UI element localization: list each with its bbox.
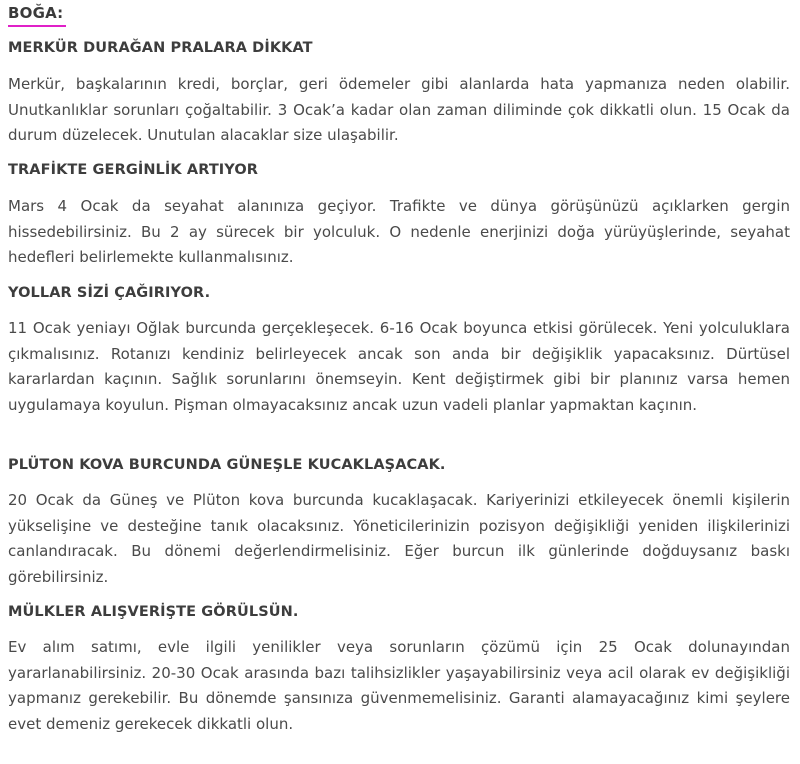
sign-title-underline xyxy=(8,25,66,27)
section-heading: PLÜTON KOVA BURCUNDA GÜNEŞLE KUCAKLAŞACAK. xyxy=(8,457,446,473)
section-paragraph: 20 Ocak da Güneş ve Plüton kova burcunda kucaklaşacak. Kariyerinizi etkileyecek önemli kişilerin yükselişine ve desteğine tanık olacaksınız. Yöneticilerinizin pozisyon değişikliği yeniden ilişkilerinizi canlandıracak. Bu dönemi değerlendirmelisiniz. Eğer burcun ilk günlerinde doğduysanız baskı görebilirsiniz. xyxy=(8,491,790,586)
sign-title: BOĞA: xyxy=(8,4,64,22)
section-paragraph: Mars 4 Ocak da seyahat alanınıza geçiyor. Trafikte ve dünya görüşünüzü açıklarken gergin hissedebilirsiniz. Bu 2 ay sürecek bir yolculuk. O nedenle enerjinizi doğa yürüyüşlerinde, seyahat hedefleri belirlemekte kullanmalısınız. xyxy=(8,197,790,266)
section-heading: MERKÜR DURAĞAN PRALARA DİKKAT xyxy=(8,40,313,56)
section-heading: MÜLKLER ALIŞVERİŞTE GÖRÜLSÜN. xyxy=(8,604,299,620)
section-paragraph: Ev alım satımı, evle ilgili yenilikler veya sorunların çözümü için 25 Ocak dolunayından yararlanabilirsiniz. 20-30 Ocak arasında bazı talihsizlikler yaşayabilirsiniz veya acil olarak ev değişikliği yapmanız gerekebilir. Bu dönemde şansınıza güvenmemelisiniz. Garanti alamayacağınız kimi şeylere evet demeniz gerekecek dikkatli olun. xyxy=(8,638,790,733)
section-heading: YOLLAR SİZİ ÇAĞIRIYOR. xyxy=(8,285,211,301)
section-paragraph: 11 Ocak yeniayı Oğlak burcunda gerçekleşecek. 6-16 Ocak boyunca etkisi görülecek. Yeni yolculuklara çıkmalısınız. Rotanızı kendiniz belirleyecek ancak son anda bir değişiklik yapacaksınız. Dürtüsel kararlardan kaçının. Sağlık sorunlarını önemseyin. Kent değiştirmek gibi bir planınız varsa hemen uygulamaya koyulun. Pişman olmayacaksınız ancak uzun vadeli planlar yapmaktan kaçının. xyxy=(8,319,790,414)
section-paragraph: Merkür, başkalarının kredi, borçlar, geri ödemeler gibi alanlarda hata yapmanıza neden olabilir. Unutkanlıklar sorunları çoğaltabilir. 3 Ocak’a kadar olan zaman diliminde çok dikkatli olun. 15 Ocak da durum düzelecek. Unutulan alacaklar size ulaşabilir. xyxy=(8,75,790,144)
section-heading: TRAFİKTE GERGİNLİK ARTIYOR xyxy=(8,162,259,178)
